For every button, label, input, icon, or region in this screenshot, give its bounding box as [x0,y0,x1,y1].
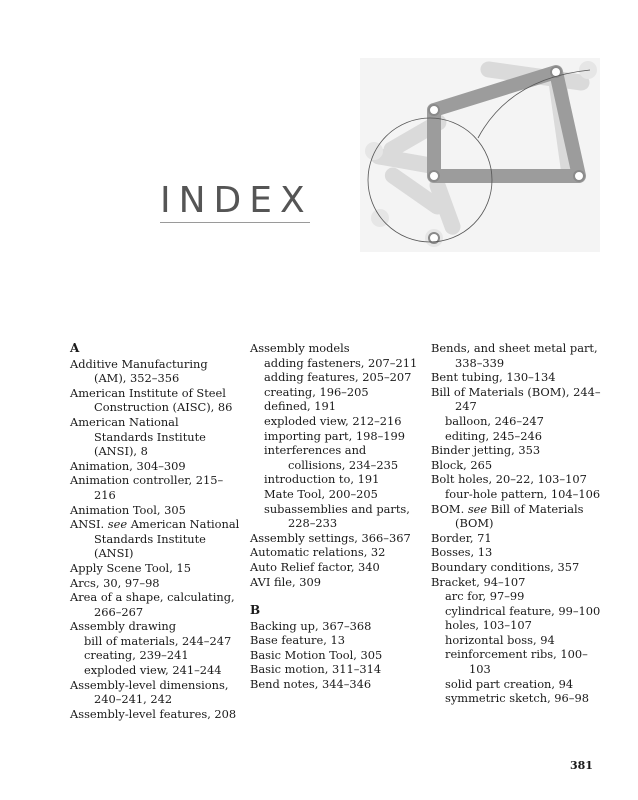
index-entry: Backing up, 367–368 [250,618,372,633]
index-subentry: introduction to, 191 [264,472,380,487]
index-entry: Assembly settings, 366–367 [250,530,411,545]
index-entry: Animation Tool, 305 [70,502,186,517]
index-subentry: cylindrical feature, 99–100 [445,603,601,618]
index-entry: Block, 265 [431,457,493,472]
index-subentry: exploded view, 241–244 [84,663,222,678]
index-entry: Bill of Materials (BOM), 244–247 [431,384,601,414]
index-entry: American National Standards Institute (ANSI), 8 [70,414,206,459]
index-entry: Bosses, 13 [431,545,493,560]
index-subentry: subassemblies and parts, 228–233 [264,501,410,531]
index-subentry: Mate Tool, 200–205 [264,486,378,501]
index-entry: Animation, 304–309 [70,458,186,473]
index-entry: Arcs, 30, 97–98 [70,575,160,590]
index-entry: Bolt holes, 20–22, 103–107 [431,472,587,487]
index-subentry: importing part, 198–199 [264,428,406,443]
index-subentry: defined, 191 [264,399,336,414]
index-subentry: horizontal boss, 94 [445,632,555,647]
index-entry: Apply Scene Tool, 15 [70,560,191,575]
page-title: INDEX [160,180,313,221]
index-entry: Additive Manufacturing (AM), 352–356 [70,356,208,386]
index-entry: Boundary conditions, 357 [431,559,580,574]
index-subentry: adding fasteners, 207–211 [264,355,418,370]
index-subentry: four-hole pattern, 104–106 [445,486,601,501]
index-entry: Assembly-level dimensions, 240–241, 242 [70,677,229,707]
linkage-svg [360,58,600,252]
index-entry: Area of a shape, calculating, 266–267 [70,590,235,619]
index-entry: American Institute of Steel Construction (AISC), 86 [70,385,233,415]
index-subentry: balloon, 246–247 [445,413,544,428]
index-entry: Bend notes, 344–346 [250,677,372,692]
linkage-mechanism-illustration [360,58,600,252]
index-subentry: reinforcement ribs, 100–103 [445,647,588,677]
index-entry: Bent tubing, 130–134 [431,370,556,385]
index-column-3 [431,341,601,706]
index-entry: Animation controller, 215–216 [70,473,224,502]
page-number: 381 [570,759,593,772]
index-entry: Assembly drawing [70,619,176,634]
index-entry: BOM. see Bill of Materials (BOM) [431,501,584,531]
index-subentry: adding features, 205–207 [264,370,412,385]
index-entry: Auto Relief factor, 340 [250,559,380,574]
index-entry: AVI file, 309 [250,574,321,589]
index-letter-heading: B [250,603,261,618]
index-column-2 [250,341,420,692]
index-entry: Bracket, 94–107 [431,574,526,589]
index-subentry: creating, 196–205 [264,384,369,399]
index-entry: Assembly models [250,341,350,355]
index-subentry: creating, 239–241 [84,648,189,663]
index-entry: ANSI. see American National Standards Institute (ANSI) [70,517,240,561]
index-entry: Basic motion, 311–314 [250,662,382,677]
index-column-1 [70,341,240,721]
index-letter-heading: A [70,341,80,355]
title-underline [160,222,310,223]
index-entry: Base feature, 13 [250,633,345,648]
index-subentry: editing, 245–246 [445,428,542,443]
index-subentry: symmetric sketch, 96–98 [445,691,589,706]
index-entry: Border, 71 [431,530,492,545]
index-entry: Bends, and sheet metal part, 338–339 [431,341,598,370]
index-entry: Basic Motion Tool, 305 [250,647,383,662]
index-subentry: arc for, 97–99 [445,589,525,604]
index-subentry: interferences and collisions, 234–235 [264,443,399,472]
index-subentry: solid part creation, 94 [445,676,574,691]
index-entry: Automatic relations, 32 [250,545,386,560]
index-entry: Assembly-level features, 208 [70,706,237,721]
index-subentry: exploded view, 212–216 [264,413,402,428]
index-subentry: bill of materials, 244–247 [84,633,232,648]
index-subentry: holes, 103–107 [445,618,532,633]
index-entry: Binder jetting, 353 [431,443,541,458]
